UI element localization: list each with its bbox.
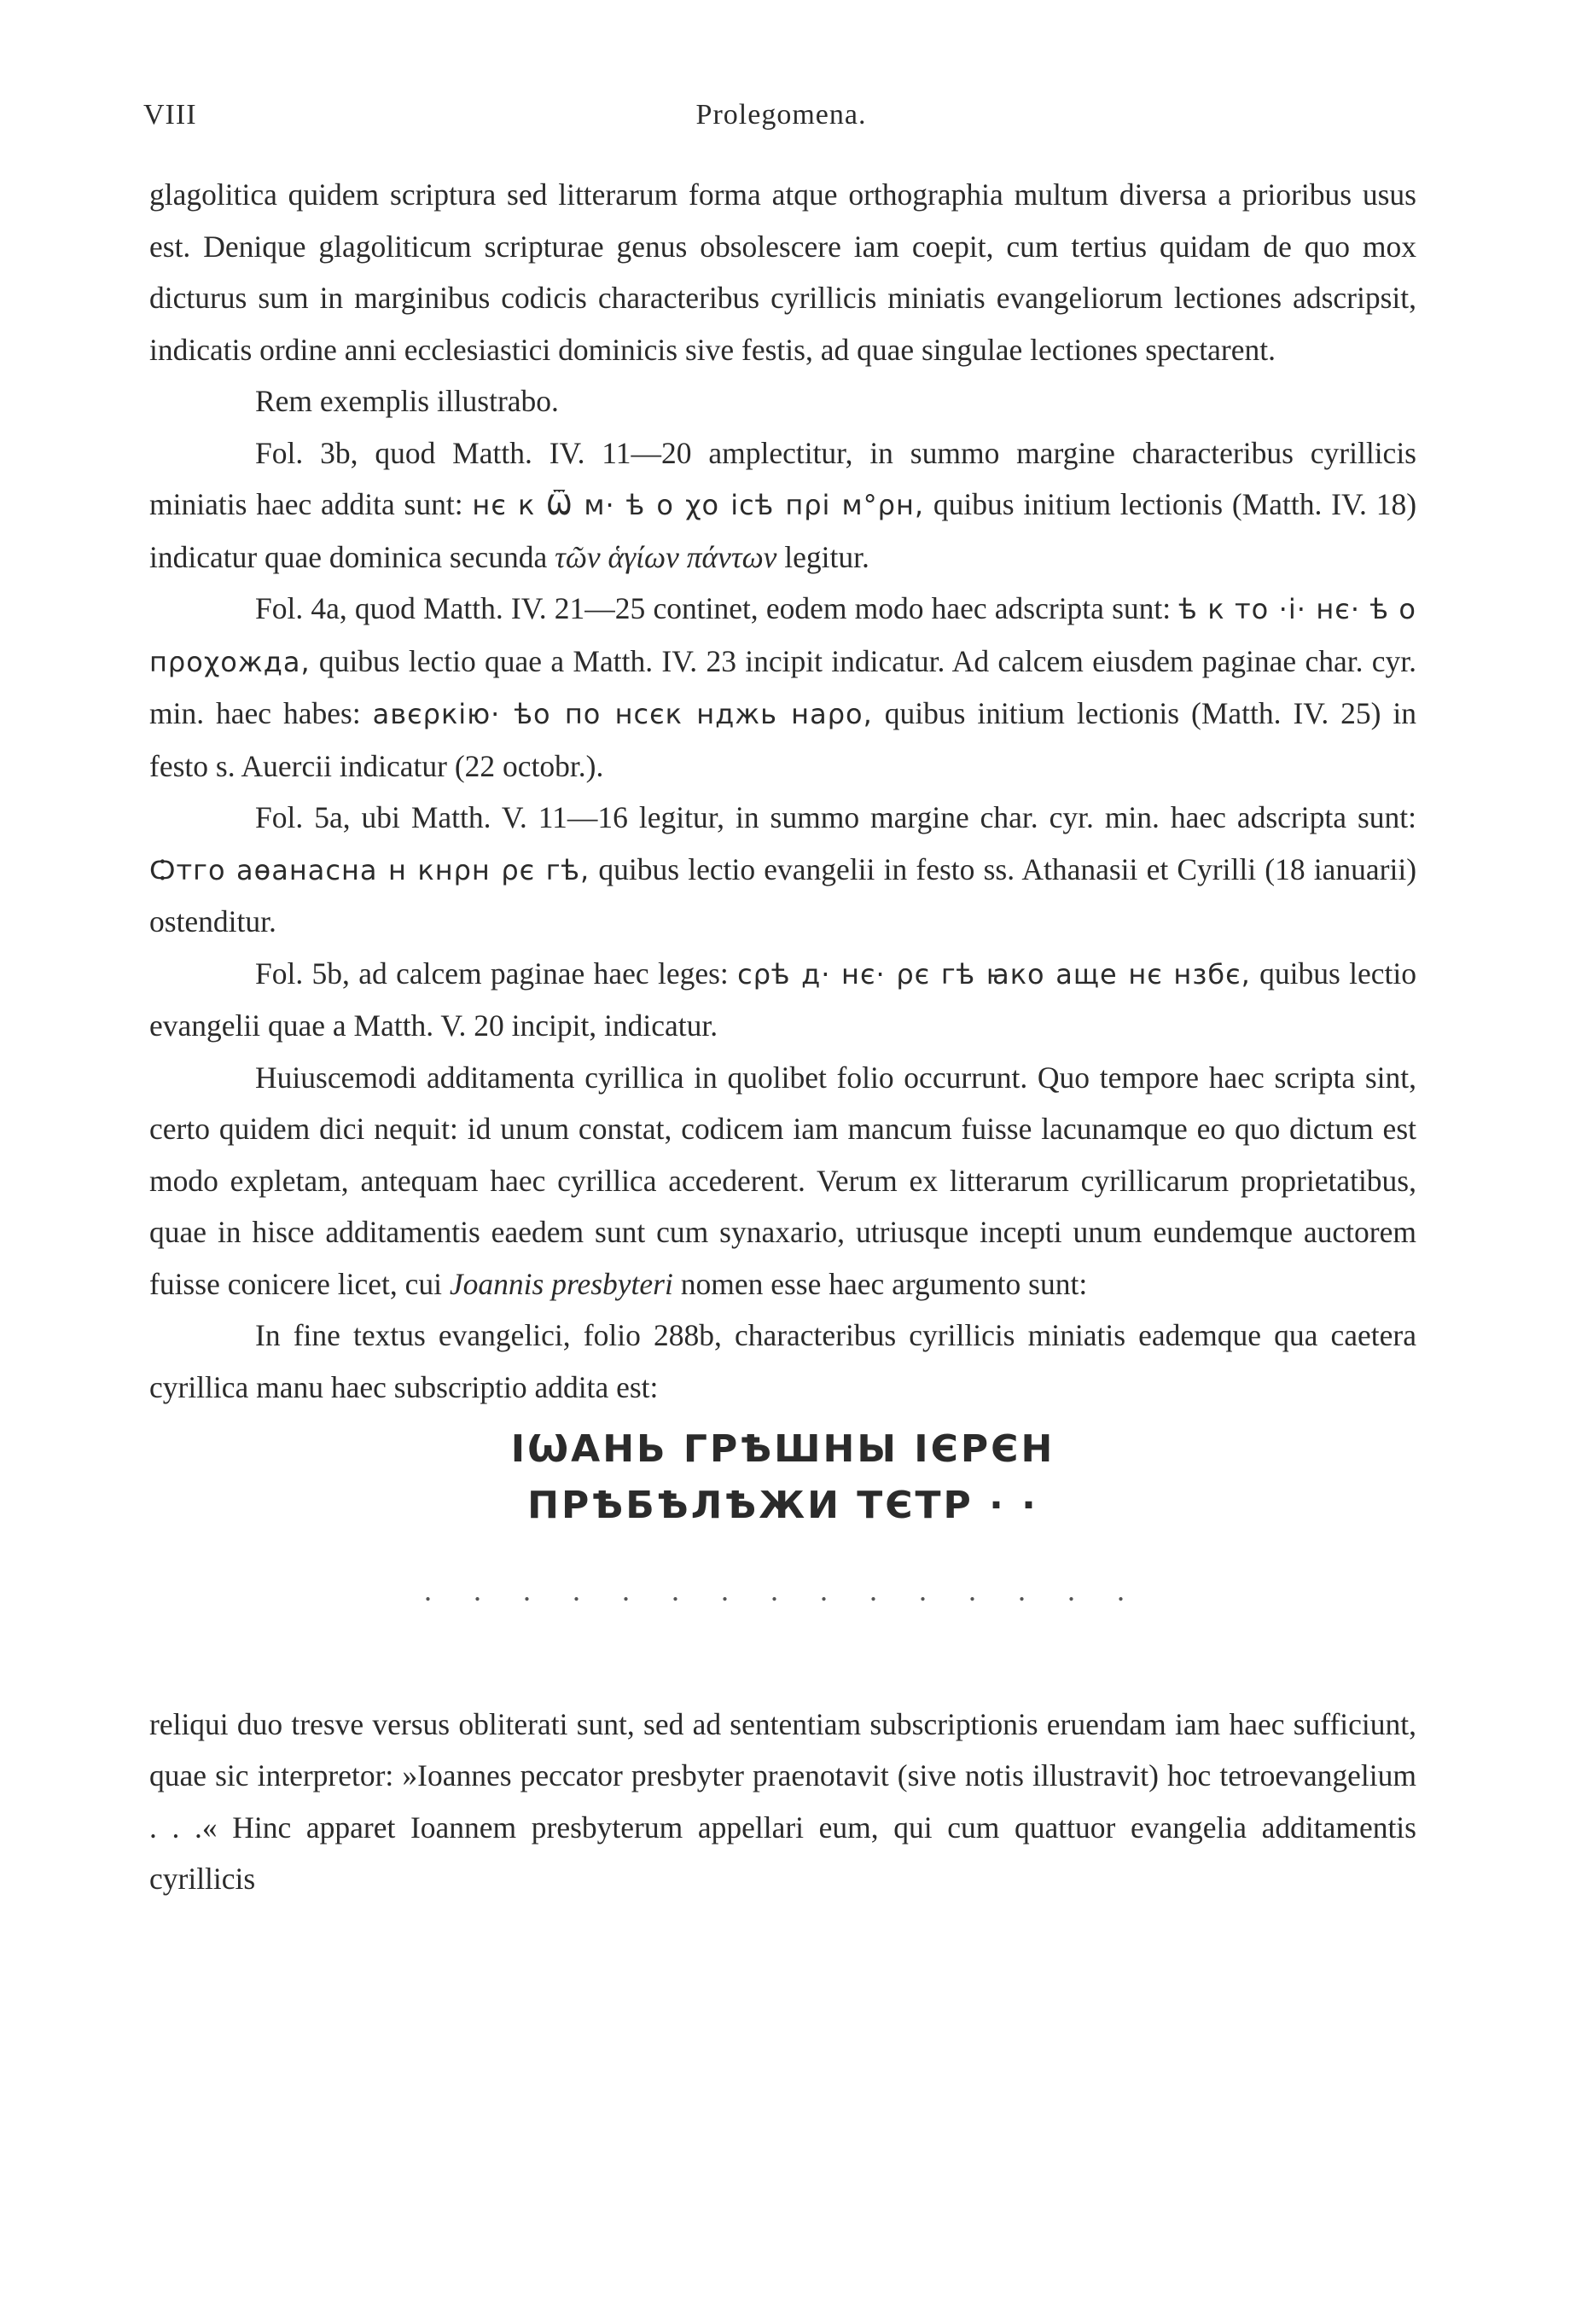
paragraph: glagolitica quidem scriptura sed litterarum forma atque orthographia multum diversa a prioribus usus est. Denique glagoliticum scripturae genus obsolescere iam coepit, cum tertius quidam de quo mox dicturus sum in marginibus codicis characteribus cyrillicis miniatis evangeliorum lectiones adscripsit, indicatis ordine anni ecclesiastici dominicis sive festis, ad quae singulae lectiones spectarent. (149, 177, 1416, 367)
text-run: nomen esse haec argumento sunt: (680, 1266, 1088, 1301)
text-run: quibus initium lectionis (Matth. IV. 18) indicatur quae dominica secunda (149, 487, 1417, 574)
paragraph (149, 427, 1416, 584)
subscription-line: ІѠАНЬ ГРѢШНЫ ІЄРЄН (510, 1427, 1055, 1471)
cyrillic-inscription: ѣ к то ·і· нє· ѣ о пρоχожда, (149, 593, 1416, 678)
paragraph (149, 1052, 1416, 1310)
paragraph (149, 583, 1416, 792)
subscription-line: ПРѢБѢЛѢЖИ ТЄТР · · (527, 1484, 1038, 1527)
text-run: legitur. (784, 539, 869, 574)
italic-name: Joannis presbyteri (449, 1266, 673, 1301)
ellipsis-row: . . . . . . . . . . . . . . . (424, 1573, 1142, 1607)
folio-number: VIII (143, 99, 197, 131)
cyrillic-inscription: сρѣ д· нє· ρє гѣ ꙗко аще нє нзбє, (737, 957, 1251, 991)
cyrillic-subscription (149, 1421, 1416, 1534)
text-run: Huiuscemodi additamenta cyrillica in quolibet folio occurrunt. Quo tempore haec scripta sint, certo quidem dici nequit: id unum constat, codicem iam mancum fuisse lacunamque eo quo dictum est modo expletam, antequam haec cyrillica accederent. Verum ex litterarum cyrillicarum proprietatibus, quae in hisce additamentis eaedem sunt cum synaxario, utriusque incepti unum eundemque auctorem fuisse conicere licet, cui (149, 1060, 1416, 1301)
cyrillic-inscription: авєρкію· ѣо по нсєк нджь наρо, (372, 698, 873, 730)
paragraph: In fine textus evangelici, folio 288b, characteribus cyrillicis miniatis eademque qua caetera cyrillica manu haec subscriptio addita est: (149, 1318, 1416, 1404)
text-run: Fol. 3b, quod Matth. IV. 11—20 amplectitur, in summo margine characteribus cyrillicis miniatis haec addita sunt: (149, 435, 1416, 521)
text-run: Fol. 5a, ubi Matth. V. 11—16 legitur, in summo margine char. cyr. min. haec adscripta sunt: (255, 800, 1416, 834)
paragraph (149, 948, 1416, 1052)
paragraph (149, 792, 1416, 948)
paragraph: reliqui duo tresve versus obliterati sunt, sed ad sententiam subscriptionis eruendam iam haec sufficiunt, quae sic interpretor: »Ioannes peccator presbyter praenotavit (sive notis illustravit) hoc tetroevangelium . . .« Hinc apparet Ioannem presbyterum appellari eum, qui cum quattuor evangelia additamentis cyrillicis (149, 1706, 1416, 1896)
page-header (143, 99, 1419, 142)
body-text (149, 169, 1416, 1905)
text-run: quibus lectio evangelii quae a Matth. V. 20 incipit, indicatur. (149, 956, 1417, 1043)
text-run: quibus lectio quae a Matth. IV. 23 incipit indicatur. Ad calcem eiusdem paginae char. cyr. min. haec habes: (149, 643, 1417, 730)
cyrillic-inscription: Ѻтго аѳанасна н кнρн ρє гѣ, (149, 853, 590, 886)
text-run: Fol. 4a, quod Matth. IV. 21—25 continet, eodem modo haec adscripta sunt: (255, 591, 1172, 625)
greek-phrase: τῶν ἁγίων πάντων (555, 539, 777, 574)
running-title: Prolegomena. (695, 99, 867, 131)
text-run: quibus lectio evangelii in festo ss. Athanasii et Cyrilli (18 ianuarii) ostenditur. (149, 851, 1417, 938)
paragraph: Rem exemplis illustrabo. (255, 384, 559, 418)
text-run: quibus initium lectionis (Matth. IV. 25) in festo s. Auercii indicatur (22 octobr.). (149, 696, 1417, 783)
cyrillic-inscription: нє к Ѿ м· ѣ о χо ісѣ пρі м°ρн, (472, 489, 925, 521)
text-run: Fol. 5b, ad calcem paginae haec leges: (255, 956, 729, 991)
